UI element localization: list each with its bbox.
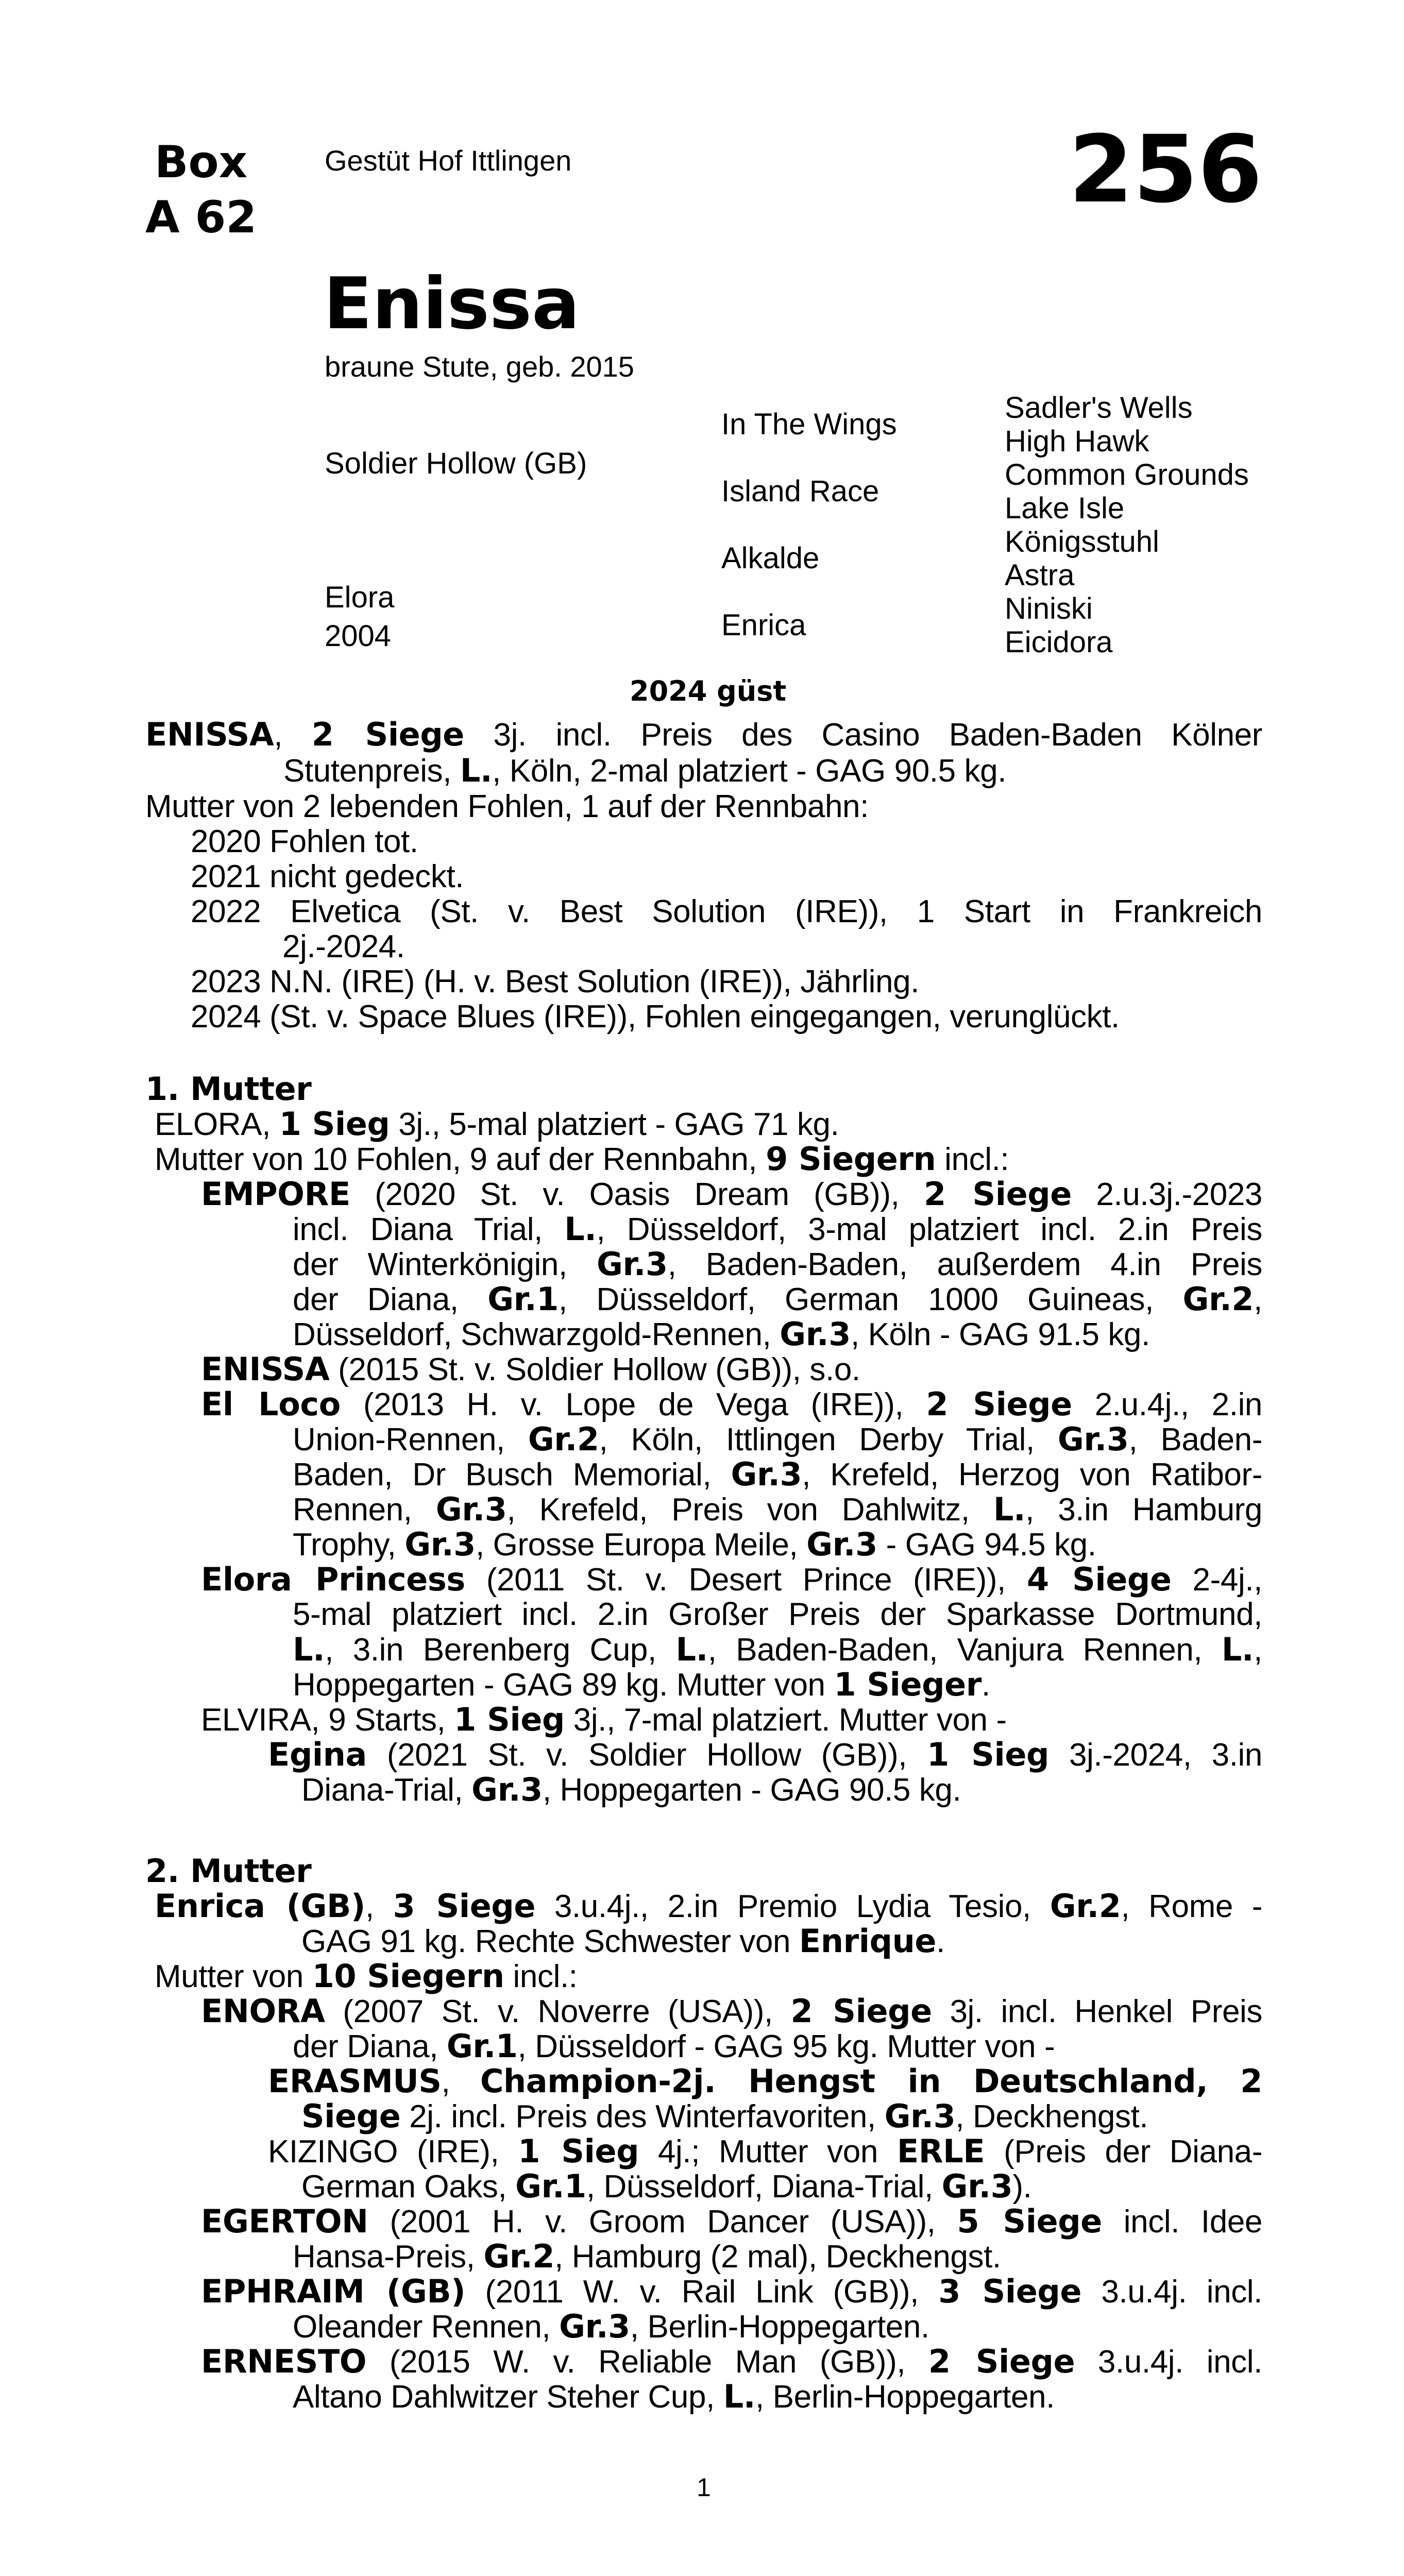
text: incl.: (936, 1142, 1009, 1177)
text: , (1254, 1282, 1262, 1317)
dam-line (155, 1142, 1009, 1177)
pedigree-dam: Elora (325, 581, 395, 614)
offspring-line (293, 1247, 1262, 1282)
wins: 2 Siege (923, 1175, 1072, 1213)
pedigree-dam-year: 2004 (325, 619, 392, 653)
race-grade: Gr.3 (597, 1245, 668, 1283)
foal-line: 2j.-2024. (282, 929, 405, 964)
text: , Düsseldorf, Diana-Trial, (586, 2169, 942, 2205)
text: 4j.; Mutter von (639, 2134, 897, 2170)
box-number: A 62 (145, 192, 257, 243)
race-grade: Gr.3 (404, 1526, 476, 1563)
offspring-name: ENORA (201, 1992, 325, 2030)
text: , Rome - (1121, 1889, 1263, 1924)
offspring-line (201, 2274, 1262, 2310)
offspring-line (293, 1282, 1262, 1317)
text: , Krefeld, Herzog von Ratibor- (802, 1457, 1263, 1493)
text: 3.u.4j., 2.in Premio Lydia Tesio, (535, 1889, 1050, 1924)
text: ELVIRA, 9 Starts, (201, 1702, 454, 1738)
offspring-name: EMPORE (201, 1175, 350, 1213)
offspring-line (293, 1457, 1262, 1493)
wins: 5 Siege (957, 2202, 1102, 2240)
pedigree-great-grandparent: Common Grounds (1005, 458, 1249, 492)
race-grade: Gr.3 (806, 1526, 877, 1563)
race-grade: Gr.3 (435, 1490, 507, 1528)
offspring-line (201, 2344, 1262, 2380)
offspring-line (268, 2064, 1262, 2099)
text: Altano Dahlwitzer Steher Cup, (293, 2379, 723, 2415)
race-grade: Gr.3 (941, 2167, 1013, 2205)
offspring-line (268, 2134, 1262, 2170)
offspring-name: Egina (268, 1736, 367, 1773)
text: , Grosse Europa Meile, (476, 1527, 807, 1563)
race-grade: L. (1221, 1631, 1254, 1668)
text: incl. Idee (1102, 2204, 1262, 2240)
text: 3j.-2024, 3.in (1048, 1737, 1262, 1773)
text: , Berlin-Hoppegarten. (755, 2379, 1055, 2415)
offspring-name: EPHRAIM (GB) (201, 2273, 466, 2310)
offspring-line (293, 1212, 1262, 1247)
offspring-line (201, 1994, 1262, 2029)
pedigree-great-grandparent: Sadler's Wells (1005, 391, 1193, 425)
text: . (981, 1667, 990, 1703)
text: , Baden- (1128, 1422, 1262, 1458)
text: (2011 St. v. Desert Prince (IRE)), (465, 1562, 1027, 1598)
text: 2-4j., (1171, 1562, 1262, 1598)
breeder: Gestüt Hof Ittlingen (325, 144, 572, 177)
race-grade: Gr.2 (528, 1420, 599, 1458)
text: , (365, 1889, 393, 1924)
pedigree-grandparent: Enrica (721, 608, 806, 642)
text: - GAG 94.5 kg. (877, 1527, 1096, 1563)
text: der Winterkönigin, (293, 1247, 597, 1282)
foal-line: 2022 Elvetica (St. v. Best Solution (IRE)), 1 Start in Frankreich (191, 894, 1262, 929)
offspring-line (201, 1702, 1007, 1738)
text: (2021 St. v. Soldier Hollow (GB)), (366, 1737, 927, 1773)
offspring-line (268, 1737, 1262, 1773)
pedigree-great-grandparent: Astra (1005, 558, 1075, 592)
text: 2.u.3j.-2023 (1071, 1177, 1263, 1212)
offspring-name: EGERTON (201, 2202, 368, 2240)
text: Düsseldorf, Schwarzgold-Rennen, (293, 1317, 780, 1352)
race-grade: Gr.2 (1182, 1280, 1254, 1318)
text: Hoppegarten - GAG 89 kg. Mutter von (293, 1667, 834, 1703)
horse-name-caps: ENISSA (145, 716, 274, 753)
offspring-name: ERLE (896, 2132, 985, 2170)
race-grade: Gr.3 (731, 1455, 802, 1493)
text: , 3.in Berenberg Cup, (325, 1632, 676, 1668)
text: , Hoppegarten - GAG 90.5 kg. (542, 1772, 961, 1808)
pedigree-great-grandparent: Lake Isle (1005, 492, 1125, 525)
text: Trophy, (293, 1527, 405, 1563)
text: 3j. incl. Henkel Preis (932, 1994, 1262, 2029)
text: Oleander Rennen, (293, 2309, 560, 2345)
text: (Preis der Diana- (985, 2134, 1262, 2170)
text: Mutter von 10 Fohlen, 9 auf der Rennbahn, (155, 1142, 766, 1177)
pedigree-great-grandparent: Niniski (1005, 592, 1093, 625)
text: Stutenpreis, (283, 753, 460, 789)
wins: 2 Siege (928, 2343, 1075, 2380)
text: , Köln, Ittlingen Derby Trial, (599, 1422, 1058, 1458)
offspring-name: ENISSA (201, 1350, 330, 1388)
offspring-line (201, 1352, 860, 1387)
dam-name: Enrica (GB) (155, 1887, 365, 1925)
wins: 2 Siege (790, 1992, 932, 2030)
title: Champion-2j. Hengst in Deutschland, 2 (480, 2062, 1262, 2100)
dam-line (301, 1924, 945, 1959)
offspring-name: Elora Princess (201, 1561, 465, 1598)
wins: Siege (301, 2097, 401, 2135)
text: (2020 St. v. Oasis Dream (GB)), (350, 1177, 924, 1212)
horse-description: braune Stute, geb. 2015 (325, 350, 634, 383)
text: , Düsseldorf, German 1000 Guineas, (559, 1282, 1183, 1317)
text: 3j., 7-mal platziert. Mutter von - (564, 1702, 1007, 1738)
wins: 2 Siege (311, 716, 464, 753)
text: (2013 H. v. Lope de Vega (IRE)), (340, 1387, 926, 1422)
text: Hansa-Preis, (293, 2239, 484, 2275)
offspring-name: ERASMUS (268, 2062, 442, 2100)
text: , Köln, 2-mal platziert - GAG 90.5 kg. (492, 753, 1007, 789)
text: , Baden-Baden, außerdem 4.in Preis (667, 1247, 1263, 1282)
wins: 3 Siege (393, 1887, 535, 1925)
foal-line: 2024 (St. v. Space Blues (IRE)), Fohlen eingegangen, verunglückt. (191, 999, 1120, 1035)
wins: 1 Sieg (454, 1701, 565, 1738)
text: , Krefeld, Preis von Dahlwitz, (506, 1492, 993, 1528)
wins: 1 Sieg (518, 2132, 639, 2170)
offspring-line (293, 1317, 1150, 1352)
text: 3j., 5-mal platziert - GAG 71 kg. (390, 1107, 839, 1142)
record-line: Mutter von 2 lebenden Fohlen, 1 auf der Rennbahn: (145, 789, 869, 824)
text: Baden, Dr Busch Memorial, (293, 1457, 731, 1493)
record-line (283, 753, 1006, 789)
text: , Köln - GAG 91.5 kg. (850, 1317, 1150, 1352)
offspring-line (293, 1667, 990, 1703)
race-grade: Gr.3 (780, 1315, 851, 1353)
offspring-line (201, 1562, 1262, 1598)
text: KIZINGO (IRE), (268, 2134, 518, 2170)
text: (2015 St. v. Soldier Hollow (GB)), s.o. (329, 1352, 860, 1387)
horse-name: Enissa (324, 262, 580, 345)
pedigree-grandparent: Alkalde (721, 541, 820, 575)
wins: 9 Siegern (766, 1140, 936, 1178)
offspring-line (293, 2029, 1055, 2064)
wins: 1 Sieg (927, 1736, 1049, 1773)
race-grade: Gr.1 (515, 2167, 586, 2205)
text: incl.: (504, 1959, 578, 1994)
page-number: 1 (697, 2473, 711, 2502)
dam-line (155, 1107, 839, 1142)
pedigree-great-grandparent: Königsstuhl (1005, 525, 1159, 558)
race-grade: Gr.3 (1057, 1420, 1129, 1458)
race-grade: Gr.2 (1050, 1887, 1121, 1925)
race-grade: L. (675, 1631, 708, 1668)
text: . (936, 1924, 945, 1959)
foal-line: 2023 N.N. (IRE) (H. v. Best Solution (IRE)), Jährling. (191, 964, 920, 999)
offspring-line (301, 2169, 1031, 2205)
text: der Diana, (293, 1282, 488, 1317)
offspring-line (293, 2309, 929, 2345)
race-grade: Gr.1 (446, 2027, 518, 2065)
offspring-line (293, 2379, 1055, 2415)
sibling-name: Enrique (799, 1922, 936, 1960)
text: ELORA, (155, 1107, 279, 1142)
wins: 4 Siege (1026, 1561, 1172, 1598)
offspring-line (201, 2204, 1262, 2240)
text: , Baden-Baden, Vanjura Rennen, (707, 1632, 1222, 1668)
dam-line (155, 1889, 1262, 1924)
text: , Berlin-Hoppegarten. (630, 2309, 929, 2345)
text: Union-Rennen, (293, 1422, 528, 1458)
text: 3.u.4j. incl. (1075, 2344, 1262, 2380)
status-line: 2024 güst (630, 675, 787, 707)
pedigree-grandparent: Island Race (721, 474, 879, 508)
race-grade: L. (293, 1631, 325, 1668)
text: , (441, 2064, 480, 2099)
text: 2.u.4j., 2.in (1072, 1387, 1263, 1422)
pedigree-great-grandparent: Eicidora (1005, 625, 1113, 659)
pedigree-great-grandparent: High Hawk (1005, 425, 1149, 458)
text: , (274, 717, 312, 753)
offspring-line (293, 1492, 1262, 1528)
text: 3j. incl. Preis des Casino Baden-Baden Kölner (464, 717, 1262, 753)
race-grade: Gr.1 (487, 1280, 559, 1318)
text: 2j. incl. Preis des Winterfavoriten, (400, 2099, 885, 2134)
offspring-line (201, 1177, 1262, 1212)
text: (2015 W. v. Reliable Man (GB)), (366, 2344, 928, 2380)
text: German Oaks, (301, 2169, 516, 2205)
foal-line: 2020 Fohlen tot. (191, 824, 418, 859)
race-grade: L. (723, 2378, 756, 2415)
race-grade: Gr.3 (559, 2308, 630, 2345)
text: , Deckhengst. (955, 2099, 1148, 2134)
text: der Diana, (293, 2029, 447, 2064)
text: incl. Diana Trial, (293, 1212, 565, 1247)
wins: 1 Sieger (834, 1666, 982, 1703)
race-grade: Gr.3 (884, 2097, 956, 2135)
text: ). (1012, 2169, 1032, 2205)
wins: 3 Siege (938, 2273, 1082, 2310)
lot-number: 256 (1069, 116, 1262, 224)
section-heading-second-dam: 2. Mutter (145, 1852, 312, 1890)
record-line (145, 717, 1262, 753)
text: (2001 H. v. Groom Dancer (USA)), (368, 2204, 957, 2240)
dam-line (155, 1959, 578, 1994)
offspring-line (293, 1632, 1262, 1668)
wins: 2 Siege (926, 1385, 1072, 1423)
pedigree-sire: Soldier Hollow (GB) (325, 447, 587, 480)
text: (2011 W. v. Rail Link (GB)), (465, 2274, 939, 2310)
offspring-line: 5-mal platziert incl. 2.in Großer Preis der Sparkasse Dortmund, (293, 1597, 1262, 1632)
race-grade: L. (460, 752, 493, 789)
foal-line: 2021 nicht gedeckt. (191, 859, 464, 894)
offspring-line (293, 1527, 1096, 1563)
offspring-line (201, 1387, 1262, 1422)
text: , (1254, 1632, 1262, 1668)
text: GAG 91 kg. Rechte Schwester von (301, 1924, 799, 1959)
race-grade: L. (564, 1210, 597, 1248)
text: , Düsseldorf - GAG 95 kg. Mutter von - (517, 2029, 1055, 2064)
box-label: Box (155, 137, 248, 188)
race-grade: L. (993, 1490, 1026, 1528)
offspring-name: El Loco (201, 1385, 341, 1423)
text: Mutter von (155, 1959, 312, 1994)
text: , Hamburg (2 mal), Deckhengst. (554, 2239, 1001, 2275)
text: , 3.in Hamburg (1025, 1492, 1262, 1528)
text: Rennen, (293, 1492, 436, 1528)
race-grade: Gr.2 (483, 2238, 555, 2275)
text: Diana-Trial, (301, 1772, 472, 1808)
section-heading-first-dam: 1. Mutter (145, 1070, 312, 1108)
offspring-line (301, 2099, 1148, 2134)
wins: 1 Sieg (279, 1105, 390, 1143)
offspring-line (293, 2239, 1001, 2275)
wins: 10 Siegern (312, 1957, 504, 1995)
pedigree-grandparent: In The Wings (721, 408, 897, 441)
text: 3.u.4j. incl. (1081, 2274, 1262, 2310)
race-grade: Gr.3 (471, 1771, 543, 1808)
text: (2007 St. v. Noverre (USA)), (325, 1994, 791, 2029)
offspring-line (301, 1772, 961, 1808)
offspring-line (293, 1422, 1262, 1458)
text: , Düsseldorf, 3-mal platziert incl. 2.in Preis (596, 1212, 1262, 1247)
offspring-name: ERNESTO (201, 2343, 367, 2380)
